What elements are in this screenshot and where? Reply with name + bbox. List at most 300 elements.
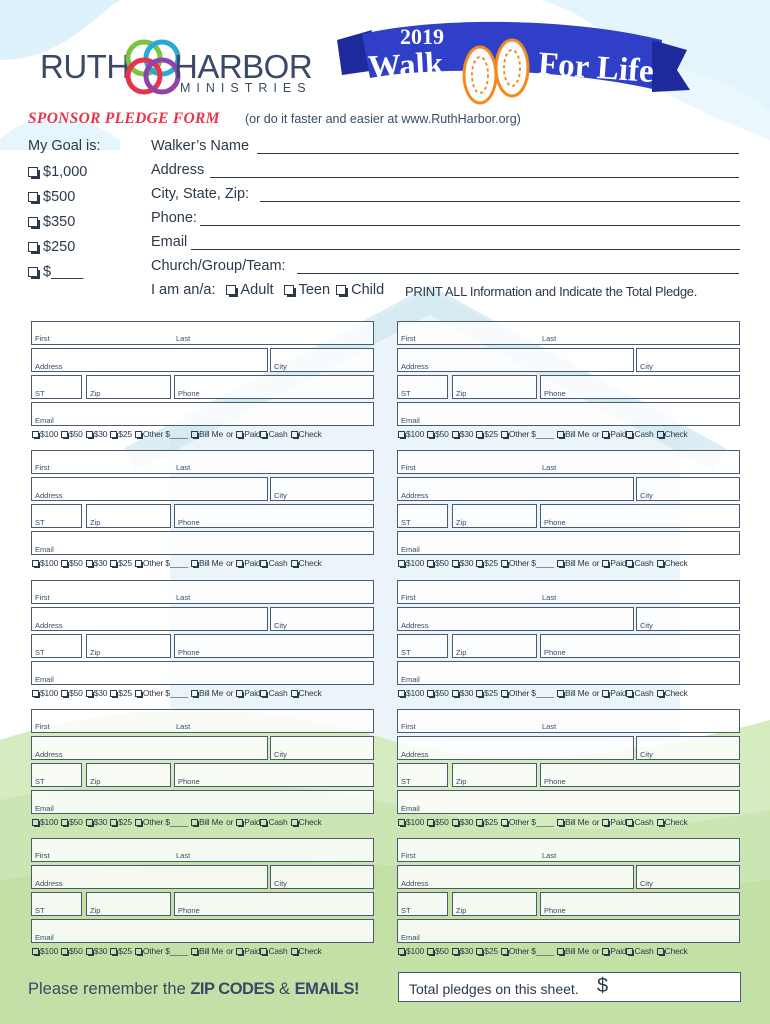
sponsor-option[interactable] — [236, 558, 260, 568]
sponsor-phone-field[interactable] — [540, 892, 740, 916]
sponsor-pledge-options — [398, 558, 691, 568]
sponsor-option[interactable] — [602, 558, 626, 568]
goal-option[interactable] — [28, 189, 75, 205]
checkbox-icon — [476, 948, 483, 955]
sponsor-address-field[interactable] — [397, 607, 634, 631]
sponsor-option[interactable] — [657, 558, 688, 568]
sponsor-option-label: Cash — [268, 688, 288, 698]
checkbox-icon — [61, 690, 68, 697]
sponsor-email-field[interactable] — [31, 402, 374, 426]
sponsor-name-field[interactable] — [31, 838, 374, 862]
sponsor-city-field[interactable] — [636, 348, 740, 372]
sponsor-option[interactable] — [452, 946, 474, 956]
sponsor-email-label: Email — [35, 804, 54, 813]
sponsor-option[interactable] — [557, 558, 589, 568]
sponsor-st-field[interactable] — [31, 634, 82, 658]
sponsor-option[interactable] — [236, 688, 260, 698]
address-field[interactable] — [210, 177, 739, 178]
sponsor-email-field[interactable] — [31, 919, 374, 943]
sponsor-option-label: $30 — [93, 946, 108, 956]
sponsor-zip-field[interactable] — [86, 763, 171, 787]
sponsor-option[interactable] — [260, 946, 287, 956]
sponsor-option[interactable] — [61, 817, 83, 827]
sponsor-option[interactable] — [135, 429, 188, 439]
sponsor-option-label: Other $____ — [508, 558, 554, 568]
sponsor-option[interactable] — [32, 429, 58, 439]
sponsor-option-label: $50 — [69, 946, 83, 956]
sponsor-pledge-options — [32, 688, 325, 698]
sponsor-option[interactable] — [236, 817, 260, 827]
sponsor-zip-field[interactable] — [86, 375, 171, 399]
checkbox-icon — [236, 819, 243, 826]
sponsor-city-field[interactable] — [270, 348, 374, 372]
sponsor-phone-field[interactable] — [174, 504, 374, 528]
sponsor-address-field[interactable] — [31, 865, 268, 889]
logo-sub-text: MINISTRIES — [180, 81, 312, 95]
sponsor-option[interactable] — [110, 558, 132, 568]
sponsor-option-label: $25 — [484, 688, 498, 698]
checkbox-icon — [236, 431, 243, 438]
sponsor-name-field[interactable] — [397, 450, 740, 474]
sponsor-option[interactable] — [191, 817, 223, 827]
sponsor-option[interactable] — [32, 688, 58, 698]
reminder-amp: & — [274, 980, 295, 998]
sponsor-option[interactable] — [452, 817, 474, 827]
checkbox-icon — [226, 285, 236, 295]
sponsor-last-label: Last — [176, 851, 191, 860]
checkbox-icon — [236, 690, 243, 697]
sponsor-address-field[interactable] — [397, 477, 634, 501]
checkbox-icon — [61, 431, 68, 438]
checkbox-icon — [61, 819, 68, 826]
sponsor-option[interactable] — [191, 558, 223, 568]
sponsor-option[interactable] — [86, 558, 108, 568]
sponsor-first-label: First — [35, 722, 50, 731]
sponsor-option[interactable] — [86, 817, 108, 827]
sponsor-address-field[interactable] — [31, 736, 268, 760]
sponsor-option[interactable] — [61, 688, 83, 698]
checkbox-icon — [398, 819, 405, 826]
checkbox-icon — [32, 948, 39, 955]
checkbox-icon — [291, 431, 298, 438]
sponsor-zip-field[interactable] — [452, 504, 537, 528]
sponsor-option[interactable] — [260, 688, 287, 698]
sponsor-option-label: Paid — [610, 817, 627, 827]
sponsor-email-field[interactable] — [31, 790, 374, 814]
checkbox-icon — [626, 948, 633, 955]
sponsor-city-field[interactable] — [270, 736, 374, 760]
sponsor-name-field[interactable] — [31, 709, 374, 733]
sponsor-option[interactable] — [191, 946, 223, 956]
sponsor-option[interactable] — [501, 558, 554, 568]
sponsor-option[interactable] — [452, 429, 474, 439]
sponsor-phone-field[interactable] — [540, 504, 740, 528]
sponsor-last-label: Last — [542, 593, 557, 602]
sponsor-option[interactable] — [110, 688, 132, 698]
sponsor-option-label: $100 — [40, 817, 59, 827]
sponsor-zip-label: Zip — [456, 777, 467, 786]
sponsor-option-label: or — [592, 429, 600, 439]
total-pledges-box[interactable] — [398, 972, 741, 1002]
total-label: Total pledges on this sheet. — [409, 981, 579, 997]
checkbox-icon — [602, 819, 609, 826]
sponsor-option[interactable] — [260, 429, 287, 439]
sponsor-address-field[interactable] — [397, 865, 634, 889]
sponsor-option[interactable] — [427, 946, 449, 956]
print-note: PRINT ALL Information and Indicate the Total Pledge. — [405, 284, 698, 299]
sponsor-address-field[interactable] — [31, 348, 268, 372]
sponsor-option[interactable] — [602, 817, 626, 827]
goal-option[interactable] — [28, 264, 83, 280]
sponsor-st-field[interactable] — [397, 375, 448, 399]
checkbox-icon — [557, 690, 564, 697]
sponsor-option-or — [226, 558, 233, 568]
checkbox-icon — [61, 560, 68, 567]
sponsor-option[interactable] — [398, 946, 424, 956]
sponsor-city-field[interactable] — [636, 736, 740, 760]
sponsor-option[interactable] — [626, 558, 653, 568]
sponsor-option[interactable] — [452, 688, 474, 698]
sponsor-st-label: ST — [35, 906, 45, 915]
sponsor-option[interactable] — [110, 817, 132, 827]
goal-amount: $350 — [43, 214, 76, 230]
sponsor-city-field[interactable] — [636, 607, 740, 631]
sponsor-name-field[interactable] — [31, 580, 374, 604]
sponsor-email-field[interactable] — [397, 661, 740, 685]
sponsor-phone-field[interactable] — [540, 634, 740, 658]
checkbox-icon — [452, 560, 459, 567]
goal-option[interactable] — [28, 239, 75, 255]
sponsor-option[interactable] — [32, 946, 58, 956]
sponsor-option-label: or — [226, 946, 234, 956]
sponsor-phone-field[interactable] — [174, 634, 374, 658]
sponsor-option[interactable] — [557, 817, 589, 827]
sponsor-option[interactable] — [135, 946, 188, 956]
checkbox-icon — [602, 560, 609, 567]
sponsor-option[interactable] — [602, 688, 626, 698]
sponsor-address-label: Address — [401, 750, 429, 759]
goal-option[interactable] — [28, 164, 87, 180]
sponsor-option-label: $50 — [435, 558, 449, 568]
sponsor-city-label: City — [274, 621, 287, 630]
sponsor-name-field[interactable] — [31, 321, 374, 345]
iam-option-adult[interactable] — [226, 282, 274, 298]
checkbox-icon — [191, 560, 198, 567]
sponsor-city-field[interactable] — [270, 865, 374, 889]
sponsor-st-field[interactable] — [31, 763, 82, 787]
sponsor-email-field[interactable] — [397, 790, 740, 814]
checkbox-icon — [284, 285, 294, 295]
sponsor-address-field[interactable] — [397, 736, 634, 760]
sponsor-option-label: Bill Me — [564, 429, 590, 439]
sponsor-option[interactable] — [291, 688, 322, 698]
sponsor-option-label: Other $____ — [142, 558, 188, 568]
sponsor-email-field[interactable] — [397, 531, 740, 555]
sponsor-option-label: $25 — [118, 817, 132, 827]
church-label: Church/Group/Team: — [151, 258, 286, 274]
sponsor-option[interactable] — [657, 688, 688, 698]
sponsor-option[interactable] — [110, 946, 132, 956]
sponsor-name-field[interactable] — [397, 838, 740, 862]
sponsor-address-label: Address — [35, 879, 63, 888]
sponsor-option-label: Paid — [244, 688, 261, 698]
sponsor-address-field[interactable] — [397, 348, 634, 372]
sponsor-option-label: Bill Me — [198, 817, 224, 827]
sponsor-option[interactable] — [657, 946, 688, 956]
walker-name-label: Walker’s Name — [151, 138, 250, 154]
sponsor-option[interactable] — [291, 817, 322, 827]
sponsor-option[interactable] — [602, 946, 626, 956]
sponsor-option[interactable] — [626, 946, 653, 956]
sponsor-zip-field[interactable] — [86, 504, 171, 528]
goal-option[interactable] — [28, 214, 75, 230]
sponsor-option-label: $100 — [406, 429, 425, 439]
sponsor-option[interactable] — [191, 429, 223, 439]
sponsor-pledge-options — [32, 817, 325, 827]
sponsor-option[interactable] — [602, 429, 626, 439]
sponsor-option-label: Paid — [610, 688, 627, 698]
sponsor-option-or — [592, 688, 599, 698]
sponsor-email-label: Email — [401, 804, 420, 813]
sponsor-st-field[interactable] — [31, 892, 82, 916]
sponsor-option[interactable] — [657, 429, 688, 439]
checkbox-icon — [291, 948, 298, 955]
sponsor-option[interactable] — [135, 558, 188, 568]
sponsor-option[interactable] — [135, 817, 188, 827]
sponsor-option[interactable] — [501, 429, 554, 439]
sponsor-option-label: $50 — [69, 817, 83, 827]
sponsor-option[interactable] — [452, 558, 474, 568]
sponsor-option[interactable] — [427, 558, 449, 568]
checkbox-icon — [135, 431, 142, 438]
sponsor-option[interactable] — [61, 558, 83, 568]
sponsor-last-label: Last — [542, 722, 557, 731]
sponsor-option[interactable] — [427, 429, 449, 439]
checkbox-icon — [476, 431, 483, 438]
sponsor-option[interactable] — [110, 429, 132, 439]
address-label: Address — [151, 162, 205, 178]
sponsor-option[interactable] — [427, 817, 449, 827]
sponsor-st-field[interactable] — [397, 634, 448, 658]
sponsor-option[interactable] — [236, 429, 260, 439]
sponsor-option-label: Bill Me — [198, 946, 224, 956]
sponsor-zip-field[interactable] — [86, 634, 171, 658]
sponsor-phone-field[interactable] — [174, 375, 374, 399]
sponsor-last-label: Last — [176, 334, 191, 343]
sponsor-option[interactable] — [260, 558, 287, 568]
sponsor-option-label: Bill Me — [564, 688, 590, 698]
total-currency: $ — [597, 975, 609, 997]
sponsor-email-label: Email — [401, 675, 420, 684]
sponsor-option-label: Check — [298, 688, 322, 698]
sponsor-option-label: $25 — [484, 429, 498, 439]
sponsor-option[interactable] — [476, 946, 498, 956]
sponsor-phone-field[interactable] — [174, 763, 374, 787]
sponsor-option[interactable] — [501, 688, 554, 698]
church-field[interactable] — [297, 273, 739, 274]
sponsor-option[interactable] — [236, 946, 260, 956]
sponsor-zip-field[interactable] — [452, 634, 537, 658]
sponsor-option[interactable] — [657, 817, 688, 827]
sponsor-zip-field[interactable] — [86, 892, 171, 916]
sponsor-city-field[interactable] — [636, 477, 740, 501]
sponsor-zip-field[interactable] — [452, 375, 537, 399]
sponsor-city-field[interactable] — [270, 477, 374, 501]
sponsor-name-field[interactable] — [397, 321, 740, 345]
sponsor-option[interactable] — [398, 558, 424, 568]
sponsor-first-label: First — [35, 334, 50, 343]
sponsor-address-field[interactable] — [31, 607, 268, 631]
sponsor-pledge-options — [32, 429, 325, 439]
sponsor-option-label: $100 — [406, 817, 425, 827]
sponsor-zip-field[interactable] — [452, 763, 537, 787]
checkbox-icon — [501, 560, 508, 567]
sponsor-option-label: Other $____ — [142, 817, 188, 827]
sponsor-email-label: Email — [35, 416, 54, 425]
sponsor-option-label: $30 — [459, 817, 474, 827]
reminder-zip: ZIP CODES — [190, 980, 275, 998]
sponsor-city-field[interactable] — [636, 865, 740, 889]
sponsor-email-field[interactable] — [31, 531, 374, 555]
sponsor-option[interactable] — [476, 688, 498, 698]
sponsor-name-field[interactable] — [397, 580, 740, 604]
sponsor-option[interactable] — [427, 688, 449, 698]
sponsor-option[interactable] — [260, 817, 287, 827]
phone-field[interactable] — [200, 225, 740, 226]
sponsor-option[interactable] — [135, 688, 188, 698]
sponsor-option-label: or — [226, 558, 234, 568]
logo — [40, 38, 313, 98]
checkbox-icon — [236, 560, 243, 567]
sponsor-option[interactable] — [501, 817, 554, 827]
sponsor-option-label: Other $____ — [142, 946, 188, 956]
goal-amount: $500 — [43, 189, 76, 205]
sponsor-option[interactable] — [501, 946, 554, 956]
checkbox-icon — [427, 690, 434, 697]
sponsor-email-field[interactable] — [397, 919, 740, 943]
sponsor-email-field[interactable] — [31, 661, 374, 685]
sponsor-option[interactable] — [32, 558, 58, 568]
checkbox-icon — [191, 431, 198, 438]
sponsor-option[interactable] — [557, 429, 589, 439]
iam-option-teen[interactable] — [284, 282, 330, 298]
checkbox-icon — [427, 819, 434, 826]
checkbox-icon — [135, 690, 142, 697]
sponsor-option[interactable] — [476, 429, 498, 439]
sponsor-st-field[interactable] — [397, 504, 448, 528]
sponsor-zip-label: Zip — [90, 648, 101, 657]
email-label: Email — [151, 234, 188, 250]
sponsor-option[interactable] — [557, 688, 589, 698]
checkbox-icon — [657, 560, 664, 567]
sponsor-city-field[interactable] — [270, 607, 374, 631]
logo-left-text: RUTH — [40, 48, 130, 85]
sponsor-st-label: ST — [35, 648, 45, 657]
sponsor-option[interactable] — [626, 817, 653, 827]
sponsor-option-label: or — [226, 429, 234, 439]
checkbox-icon — [452, 948, 459, 955]
checkbox-icon — [657, 431, 664, 438]
sponsor-option-label: Cash — [268, 817, 288, 827]
sponsor-option-label: $25 — [118, 688, 132, 698]
sponsor-option-or — [226, 429, 233, 439]
sponsor-name-field[interactable] — [31, 450, 374, 474]
iam-option-child[interactable] — [336, 282, 384, 298]
sponsor-option[interactable] — [291, 946, 322, 956]
walker-name-field[interactable] — [257, 153, 739, 154]
sponsor-option[interactable] — [476, 558, 498, 568]
sponsor-st-field[interactable] — [31, 504, 82, 528]
checkbox-icon — [626, 560, 633, 567]
sponsor-option[interactable] — [557, 946, 589, 956]
sponsor-option-label: $50 — [435, 429, 449, 439]
sponsor-option[interactable] — [398, 688, 424, 698]
sponsor-st-field[interactable] — [31, 375, 82, 399]
checkbox-icon — [476, 819, 483, 826]
sponsor-phone-field[interactable] — [540, 763, 740, 787]
sponsor-option[interactable] — [86, 429, 108, 439]
sponsor-phone-field[interactable] — [540, 375, 740, 399]
sponsor-option[interactable] — [61, 429, 83, 439]
sponsor-option-label: $100 — [40, 946, 59, 956]
checkbox-icon — [86, 560, 93, 567]
sponsor-st-field[interactable] — [397, 763, 448, 787]
sponsor-last-label: Last — [542, 463, 557, 472]
sponsor-option-or — [592, 946, 599, 956]
checkbox-icon — [291, 560, 298, 567]
sponsor-option[interactable] — [32, 817, 58, 827]
sponsor-phone-field[interactable] — [174, 892, 374, 916]
sponsor-zip-label: Zip — [90, 906, 101, 915]
sponsor-address-field[interactable] — [31, 477, 268, 501]
sponsor-phone-label: Phone — [178, 777, 200, 786]
sponsor-option-label: or — [592, 688, 600, 698]
sponsor-option[interactable] — [626, 429, 653, 439]
sponsor-name-field[interactable] — [397, 709, 740, 733]
sponsor-option-label: Cash — [268, 429, 288, 439]
sponsor-st-label: ST — [35, 389, 45, 398]
sponsor-option-label: Bill Me — [564, 558, 590, 568]
sponsor-option-label: Cash — [634, 429, 654, 439]
sponsor-st-field[interactable] — [397, 892, 448, 916]
city-state-zip-field[interactable] — [260, 201, 740, 202]
checkbox-icon — [86, 690, 93, 697]
sponsor-option[interactable] — [191, 688, 223, 698]
checkbox-icon — [557, 819, 564, 826]
sponsor-option[interactable] — [86, 946, 108, 956]
sponsor-email-field[interactable] — [397, 402, 740, 426]
sponsor-option[interactable] — [626, 688, 653, 698]
form-subtitle: (or do it faster and easier at www.RuthHarbor.org) — [245, 112, 521, 126]
sponsor-option[interactable] — [61, 946, 83, 956]
sponsor-option[interactable] — [86, 688, 108, 698]
sponsor-option[interactable] — [476, 817, 498, 827]
checkbox-icon — [260, 948, 267, 955]
checkbox-icon — [398, 690, 405, 697]
email-field[interactable] — [191, 249, 740, 250]
logo-right-text: HARBOR — [174, 48, 313, 85]
sponsor-option-label: Cash — [634, 817, 654, 827]
sponsor-option[interactable] — [398, 817, 424, 827]
sponsor-zip-field[interactable] — [452, 892, 537, 916]
sponsor-option[interactable] — [291, 558, 322, 568]
sponsor-st-label: ST — [401, 389, 411, 398]
sponsor-option-label: Bill Me — [564, 817, 590, 827]
checkbox-icon — [398, 560, 405, 567]
sponsor-st-label: ST — [401, 777, 411, 786]
sponsor-option[interactable] — [291, 429, 322, 439]
sponsor-option[interactable] — [398, 429, 424, 439]
